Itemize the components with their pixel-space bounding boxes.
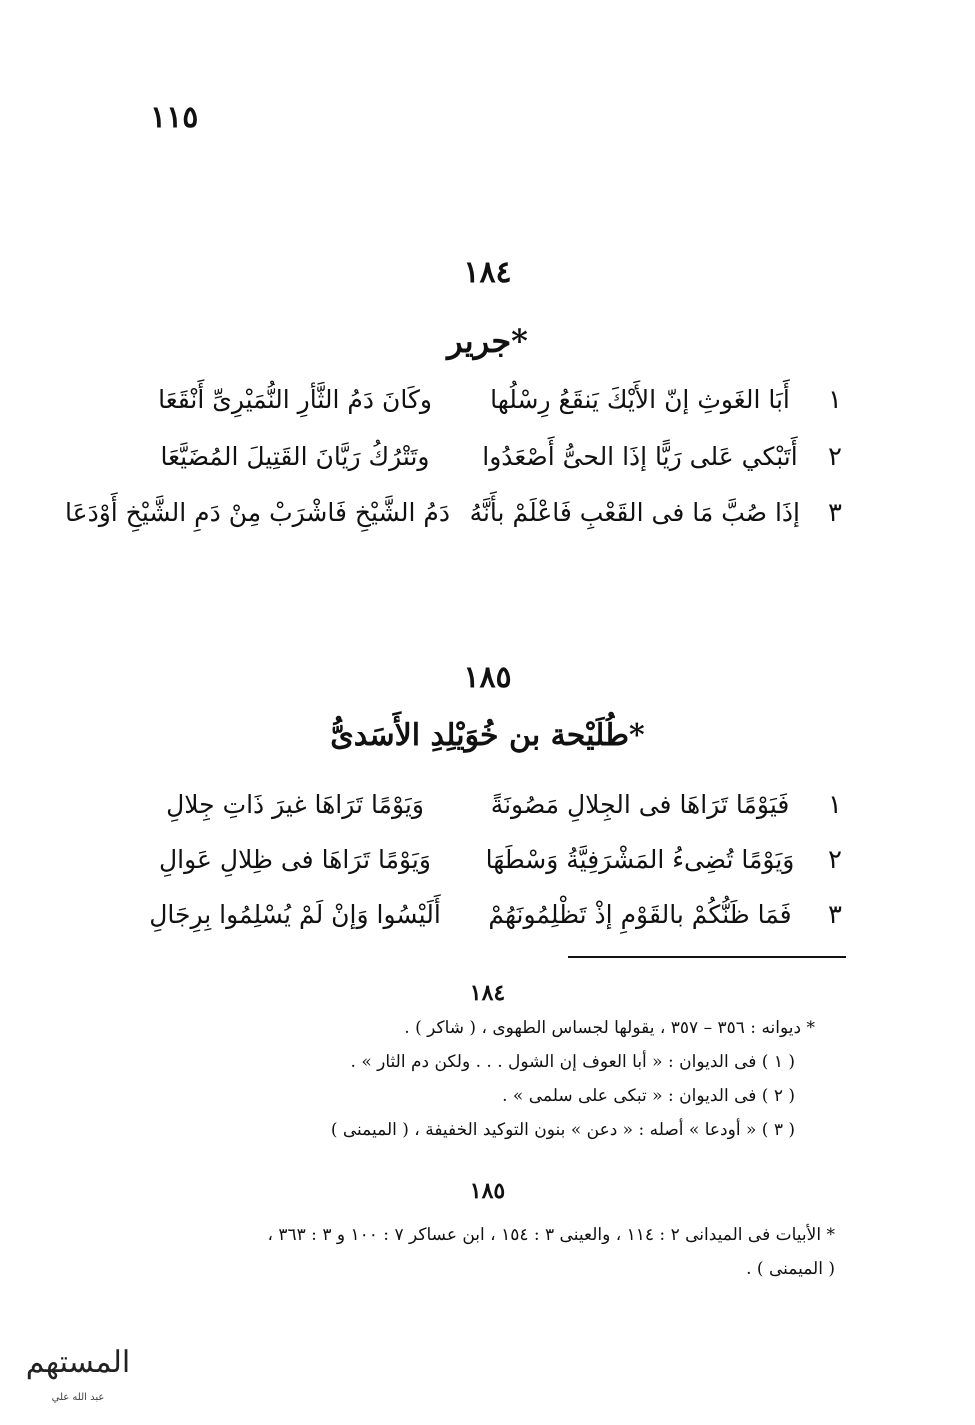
second-hemistich: وتَتْرُكُ رَيَّانَ القَتِيلَ المُضَيَّعَا (160, 442, 430, 471)
verse-line (140, 442, 850, 492)
second-hemistich: دَمُ الشَّيْخِ فَاشْرَبْ مِنْ دَمِ الشَّيْخِ أَوْدَعَا (65, 498, 450, 527)
first-hemistich: فَمَا ظَنُّكُمْ بالقَوْمِ إذْ تَظْلِمُونَهُمْ (488, 900, 792, 929)
library-seal-icon (18, 1330, 138, 1410)
first-hemistich: أَبَا الغَوثِ إنّ الأَيْكَ يَنقَعُ رِسْلُها (490, 385, 790, 414)
first-hemistich: وَيَوْمًا تُضِىءُ المَشْرَفِيَّةُ وَسْطَهَا (485, 845, 795, 874)
poet-name: جرير* (447, 322, 528, 360)
footnote-heading: ١٨٤ (469, 980, 506, 1006)
first-hemistich: إذَا صُبَّ مَا فى القَعْبِ فَاعْلَمْ بأَنَّهُ (469, 498, 800, 527)
second-hemistich: وَيَوْمًا تَرَاهَا غيرَ ذَاتِ جِلالِ (166, 790, 424, 819)
footnote-line: * الأبيات فى الميدانى ٢ : ١١٤ ، والعينى ٣ : ١٥٤ ، ابن عساكر ٧ : ١٠٠ و ٣ : ٣٦٣ ، (267, 1225, 835, 1245)
footnote-line: ( ٣ ) « أودعا » أصله : « دعن » بنون التوكيد الخفيفة ، ( الميمنى ) (330, 1120, 795, 1140)
second-hemistich: أَلَيْسُوا وَإنْ لَمْ يُسْلِمُوا بِرِجَالِ (149, 900, 441, 929)
verse-line (140, 790, 850, 840)
poet-name: طُلَيْحة بن خُوَيْلِدِ الأَسَدىُّ* (330, 718, 645, 753)
verse-line (140, 385, 850, 435)
verse-number: ٣ (828, 498, 842, 528)
verse-line (140, 900, 850, 950)
footnote-line: ( ٢ ) فى الديوان : « تبكى على سلمى » . (502, 1086, 795, 1106)
footnote-line: ( ١ ) فى الديوان : « أبا العوف إن الشول . . . ولكن دم الثار » . (350, 1052, 795, 1072)
page-number: ١١٥ (150, 100, 199, 135)
verse-number: ١ (828, 790, 842, 820)
footnote-line: ( الميمنى ) . (746, 1259, 835, 1279)
poem-number: ١٨٤ (463, 255, 512, 290)
verse-line (65, 498, 850, 548)
svg-text:المستهم: المستهم (25, 1345, 131, 1380)
footnote-heading: ١٨٥ (469, 1178, 506, 1204)
footnote-line: * ديوانه : ٣٥٦ – ٣٥٧ ، يقولها لجساس الطهوى ، ( شاكر ) . (404, 1018, 815, 1038)
verse-number: ٢ (828, 845, 842, 875)
svg-text:عبد الله علي: عبد الله علي (51, 1392, 105, 1403)
verse-line (140, 845, 850, 895)
verse-number: ١ (828, 385, 842, 415)
second-hemistich: وَيَوْمًا تَرَاهَا فى ظِلالِ عَوالِ (159, 845, 431, 874)
poem-number: ١٨٥ (463, 660, 512, 695)
footnote-divider (568, 956, 846, 958)
verse-number: ٣ (828, 900, 842, 930)
verse-number: ٢ (828, 442, 842, 472)
first-hemistich: فَيَوْمًا تَرَاهَا فى الجِلالِ مَصُونَةً (490, 790, 790, 819)
second-hemistich: وكَانَ دَمُ الثَّأرِ النُّمَيْرِىِّ أَنْقَعَا (158, 385, 432, 414)
first-hemistich: أَتَبْكي عَلى رَيًّا إذَا الحىُّ أَصْعَدُوا (482, 442, 798, 471)
